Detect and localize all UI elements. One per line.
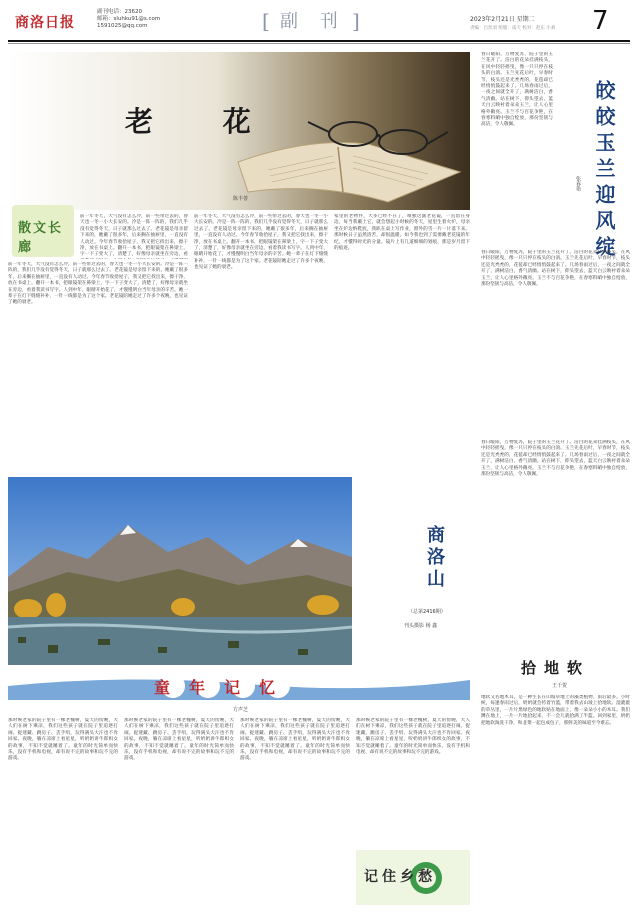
issue-date: 2023年2月21日 星期二 — [470, 16, 535, 23]
story3-body-top: 春日暖阳，万物复苏，院子里的玉兰花开了。洁白的花朵挂满枝头，在风中轻轻摇曳，像一只只停在枝头的白鸽。玉兰先花后叶，早春时节，枝头还是光秃秃的，花苞却已经悄悄鼓起来了。几场春雨过后，一夜之间就全开了，满树洁白，香气清幽。站在树下，仰头望去，蓝天白云映衬着朵朵玉兰，让人心里格外敞亮。玉兰不与百花争艳，在春寒料峭中独自绽放，那份坚韧与高洁，令人敬佩。 — [481, 52, 553, 128]
contact-email: 邮箱：sluhku91@s.com — [97, 16, 161, 22]
photo-credit: 刊头摄影 杨 鑫 — [404, 623, 438, 629]
story5-body-col2: 那时候老家的院子里有一棵老槐树，夏天的傍晚，大人们在树下乘凉，我们这些孩子就在院子里追逐打闹。捉迷藏、跳房子、丢手绢，玩得满头大汗也不肯回家。夜晚，躺在凉席上看星星，听奶奶讲牛郎织女的故事，不知不觉就睡着了。童年的时光简单而快乐，没有手机和电视，却有说不完的故事和玩不完的游戏。 — [124, 718, 234, 762]
contact-info — [97, 9, 160, 30]
story5-body-col4: 那时候老家的院子里有一棵老槐树，夏天的傍晚，大人们在树下乘凉，我们这些孩子就在院子里追逐打闹。捉迷藏、跳房子、丢手绢，玩得满头大汗也不肯回家。夜晚，躺在凉席上看星星，听奶奶讲牛郎织女的故事，不知不觉就睡着了。童年的时光简单而快乐，没有手机和电视，却有说不完的故事和玩不完的游戏。 — [356, 718, 470, 756]
story4-title: 拾地软 — [521, 659, 591, 677]
contact-phone: 副刊电话：23620 — [97, 9, 142, 15]
story3-body-bottom: 春日暖阳，万物复苏，院子里的玉兰花开了。洁白的花朵挂满枝头，在风中轻轻摇曳，像一只只停在枝头的白鸽。玉兰先花后叶，早春时节，枝头还是光秃秃的，花苞却已经悄悄鼓起来了。几场春雨过后，一夜之间就全开了，满树洁白，香气清幽。站在树下，仰头望去，蓝天白云映衬着朵朵玉兰，让人心里格外敞亮。玉兰不与百花争艳，在春寒料峭中独自绽放，那份坚韧与高洁，令人敬佩。 — [481, 440, 630, 478]
story5-author: 方声芝 — [233, 707, 249, 713]
section-bracket-right: ] — [352, 9, 360, 33]
story1-body-col1: 前一年冬天，大气没有怎么冷，前一些带过去的，春天也一冬一小大长安的。冷是一阵一阵的，我们几乎没有觉得冬天，日子就那么过去了。老花镜是母亲留下来的，她戴了很多年，后来搁在抽屉里，一直没有人动过。今年春节收拾屋子，我又把它找出来，擦干净，放在书桌上。翻开一本书，把眼镜架在鼻梁上，字一下子变大了，清楚了，好像母亲就坐在旁边，看 — [80, 214, 188, 258]
story1-body-col4: 家里的老物件，大多已经不在了，唯独这副老花镜，一直留在身边。每当我戴上它，就会想起小时候的冬天，屋里生着火炉，母亲坐在炉边纳鞋底，我趴在桌上写作业，窗外的雪一片一片落下来。那时候日子虽然清苦，却很温暖。如今我也到了需要戴老花镜的年纪，才懂得时光的分量。镜片上有几道细细的划痕，那是岁月留下的痕迹。 — [334, 214, 470, 252]
page-number: 7 — [592, 6, 609, 36]
newspaper-logo: 商洛日报 — [15, 15, 75, 31]
section-title: 副 刊 — [280, 11, 346, 32]
story1-body-col2: 前一年冬天，大气没有怎么冷，前一些带过去的，春天也一冬一小大长安的。冷是一阵一阵的，我们几乎没有觉得冬天，日子就那么过去了。老花镜是母亲留下来的，她戴了很多年，后来搁在抽屉里，一直没有人动过。今年春节收拾屋子，我又把它找出来，擦干净，放在书桌上。翻开一本书，把眼镜架在鼻梁上，字一下子变大了，清楚了，好像母亲就坐在旁边，看着我读书写字。人到中年，眼睛开始花了，才慢慢明白当年母亲的辛苦。她一辈子在灯下缝缝补补，一针一线都是为了这个家。老花镜陪她走过了许多个夜晚，也见证了她的衰老。 — [8, 262, 188, 306]
section-bracket-left: [ — [262, 9, 270, 33]
story5-title: 童年记忆 — [154, 678, 295, 697]
story5-body-col1: 那时候老家的院子里有一棵老槐树，夏天的傍晚，大人们在树下乘凉，我们这些孩子就在院子里追逐打闹。捉迷藏、跳房子、丢手绢，玩得满头大汗也不肯回家。夜晚，躺在凉席上看星星，听奶奶讲牛郎织女的故事，不知不觉就睡着了。童年的时光简单而快乐，没有手机和电视，却有说不完的故事和玩不完的游戏。 — [8, 718, 118, 762]
story1-author: 陈丰善 — [233, 196, 249, 202]
header-rule — [8, 40, 630, 42]
story5-body-col3: 那时候老家的院子里有一棵老槐树，夏天的傍晚，大人们在树下乘凉，我们这些孩子就在院子里追逐打闹。捉迷藏、跳房子、丢手绢，玩得满头大汗也不肯回家。夜晚，躺在凉席上看星星，听奶奶讲牛郎织女的故事，不知不觉就睡着了。童年的时光简单而快乐，没有手机和电视，却有说不完的故事和玩不完的游戏。 — [240, 718, 350, 762]
story1-title: 老 花 — [125, 105, 281, 138]
story3-title: 皎皎玉兰迎风绽 — [592, 80, 616, 262]
story3-body-mid: 春日暖阳，万物复苏，院子里的玉兰花开了。洁白的花朵挂满枝头，在风中轻轻摇曳，像一只只停在枝头的白鸽。玉兰先花后叶，早春时节，枝头还是光秃秃的，花苞却已经悄悄鼓起来了。几场春雨过后，一夜之间就全开了，满树洁白，香气清幽。站在树下，仰头望去，蓝天白云映衬着朵朵玉兰，让人心里格外敞亮。玉兰不与百花争艳，在春寒料峭中独自绽放，那份坚韧与高洁，令人敬佩。 — [481, 250, 630, 288]
story1-body-col3: 前一年冬天，大气没有怎么冷，前一些带过去的，春天也一冬一小大长安的。冷是一阵一阵的，我们几乎没有觉得冬天，日子就那么过去了。老花镜是母亲留下来的，她戴了很多年，后来搁在抽屉里，一直没有人动过。今年春节收拾屋子，我又把它找出来，擦干净，放在书桌上。翻开一本书，把眼镜架在鼻梁上，字一下子变大了，清楚了，好像母亲就坐在旁边，看着我读书写字。人到中年，眼睛开始花了，才慢慢明白当年母亲的辛苦。她一辈子在灯下缝缝补补，一针一线都是为了这个家。老花镜陪她走过了许多个夜晚，也见证了她的衰老。 — [194, 214, 328, 271]
story3-author: 张春艳 — [575, 176, 581, 191]
story4-author: 王千贺 — [552, 683, 568, 689]
shangluo-mountain-photo — [8, 477, 352, 665]
contact-email-2: 1591025@qq.com — [97, 23, 148, 29]
photo-caption-title: 商洛山 — [424, 525, 445, 591]
story4-body: 地软又名地木耳，是一种生长在山坡草地上的藻类植物，雨后最多。小时候，每逢春雨过后，奶奶就会挎着竹篮，带着我去山坡上拾地软。湿漉漉的草丛里，一片片黑绿色的地软贴在地面上，像一朵朵小小的木耳。我们蹲在地上，一片一片地拾起来，不一会儿就拾满了半篮。回到家里，奶奶把地软淘洗干净，和韭菜一起包成包子，那鲜美的味道至今难忘。 — [481, 695, 630, 726]
header-rule-thin — [8, 43, 630, 44]
column-tag-badge — [12, 205, 74, 257]
photo-issue-number: （总第2416期） — [408, 609, 446, 615]
column-tag-text: 散文长廊 — [18, 221, 64, 255]
column2-badge — [356, 850, 470, 905]
editor-credits: 责编：吕丝羽 组版：南天 校对：赵东 小刘 — [470, 26, 556, 31]
column2-tag-text: 记住乡愁 — [364, 869, 436, 885]
